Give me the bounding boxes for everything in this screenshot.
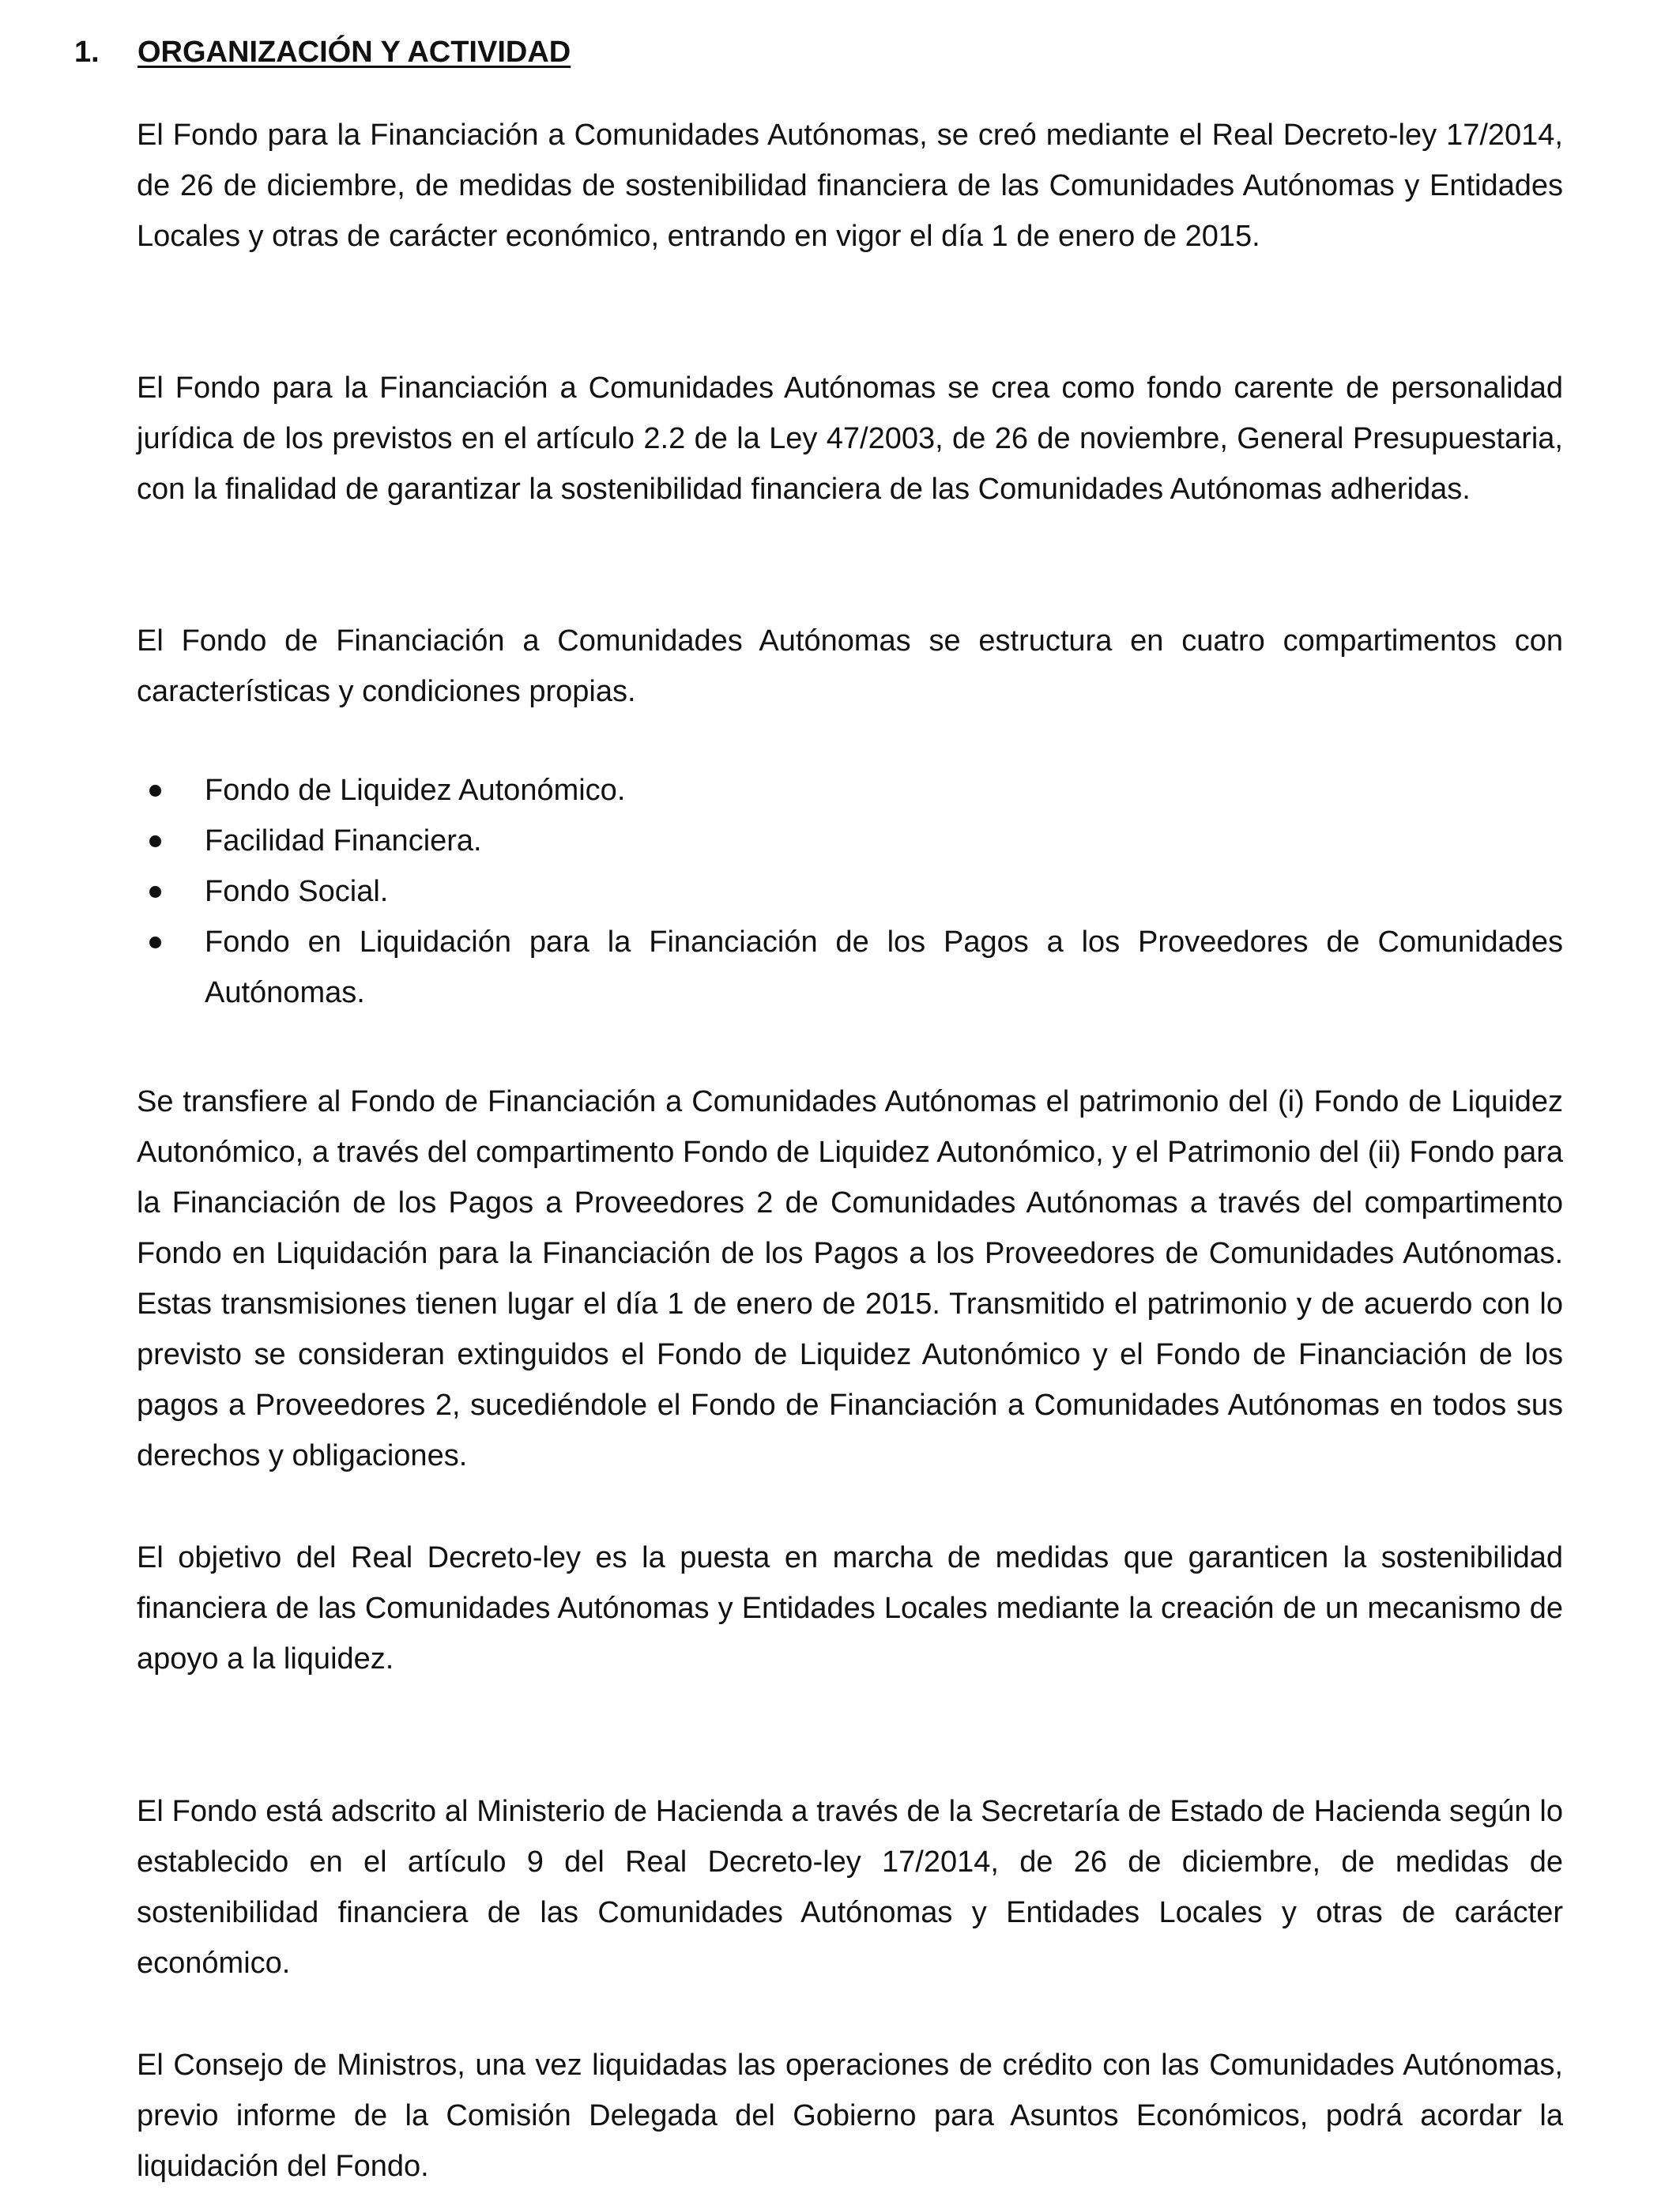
section-heading — [74, 30, 571, 74]
paragraph-ministry: El Fondo está adscrito al Ministerio de Hacienda a través de la Secretaría de Estado de Hacienda según lo establecido en el artículo 9 del Real Decreto-ley 17/2014, de 26 de diciembre, de medidas de sostenibilidad financiera de las Comunidades Autónomas y Entidades Locales y otras de carácter económico. — [137, 1795, 1563, 1980]
paragraph-creation: El Fondo para la Financiación a Comunidades Autónomas, se creó mediante el Real Decreto-ley 17/2014, de 26 de diciembre, de medidas de sostenibilidad financiera de las Comunidades Autónomas y Entidades Locales y otras de carácter económico, entrando en vigor el día 1 de enero de 2015. — [137, 119, 1563, 253]
paragraph-legal-nature: El Fondo para la Financiación a Comunidades Autónomas se crea como fondo carente de personalidad jurídica de los previstos en el artículo 2.2 de la Ley 47/2003, de 26 de noviembre, General Presupuestaria, con la finalidad de garantizar la sostenibilidad financiera de las Comunidades Autónomas adheridas. — [137, 371, 1563, 506]
list-item — [137, 816, 1563, 866]
bullet-icon — [149, 785, 161, 797]
list-item-text: Fondo de Liquidez Autonómico. — [205, 774, 626, 807]
list-item-text: Fondo en Liquidación para la Financiación de los Pagos a los Proveedores de Comunidades Autónomas. — [205, 925, 1563, 1009]
bullet-icon — [149, 886, 161, 898]
list-item-text: Facilidad Financiera. — [205, 824, 482, 858]
list-item — [137, 765, 1563, 816]
paragraph-structure: El Fondo de Financiación a Comunidades Autónomas se estructura en cuatro compartimentos con características y condiciones propias. — [137, 624, 1563, 708]
list-item — [137, 917, 1563, 1018]
paragraph-objective: El objetivo del Real Decreto-ley es la puesta en marcha de medidas que garanticen la sostenibilidad financiera de las Comunidades Autónomas y Entidades Locales mediante la creación de un mecanismo de apoyo a la liquidez. — [137, 1541, 1563, 1676]
bullet-icon — [149, 937, 161, 948]
list-item-text: Fondo Social. — [205, 875, 389, 908]
section-number: 1. — [74, 36, 100, 69]
bullet-icon — [149, 835, 161, 847]
list-item — [137, 866, 1563, 917]
compartment-list — [137, 765, 1563, 1018]
section-title: ORGANIZACIÓN Y ACTIVIDAD — [137, 36, 571, 69]
paragraph-liquidation: El Consejo de Ministros, una vez liquidadas las operaciones de crédito con las Comunidades Autónomas, previo informe de la Comisión Delegada del Gobierno para Asuntos Económicos, podrá acordar la liquidación del Fondo. — [137, 2049, 1563, 2183]
paragraph-transfer: Se transfiere al Fondo de Financiación a Comunidades Autónomas el patrimonio del (i) Fondo de Liquidez Autonómico, a través del compartimento Fondo de Liquidez Autonómico, y el Patrimonio del (ii) Fondo para la Financiación de los Pagos a Proveedores 2 de Comunidades Autónomas a través del compartimento Fondo en Liquidación para la Financiación de los Pagos a los Proveedores de Comunidades Autónomas. Estas transmisiones tienen lugar el día 1 de enero de 2015. Transmitido el patrimonio y de acuerdo con lo previsto se consideran extinguidos el Fondo de Liquidez Autonómico y el Fondo de Financiación de los pagos a Proveedores 2, sucediéndole el Fondo de Financiación a Comunidades Autónomas en todos sus derechos y obligaciones. — [137, 1085, 1563, 1472]
